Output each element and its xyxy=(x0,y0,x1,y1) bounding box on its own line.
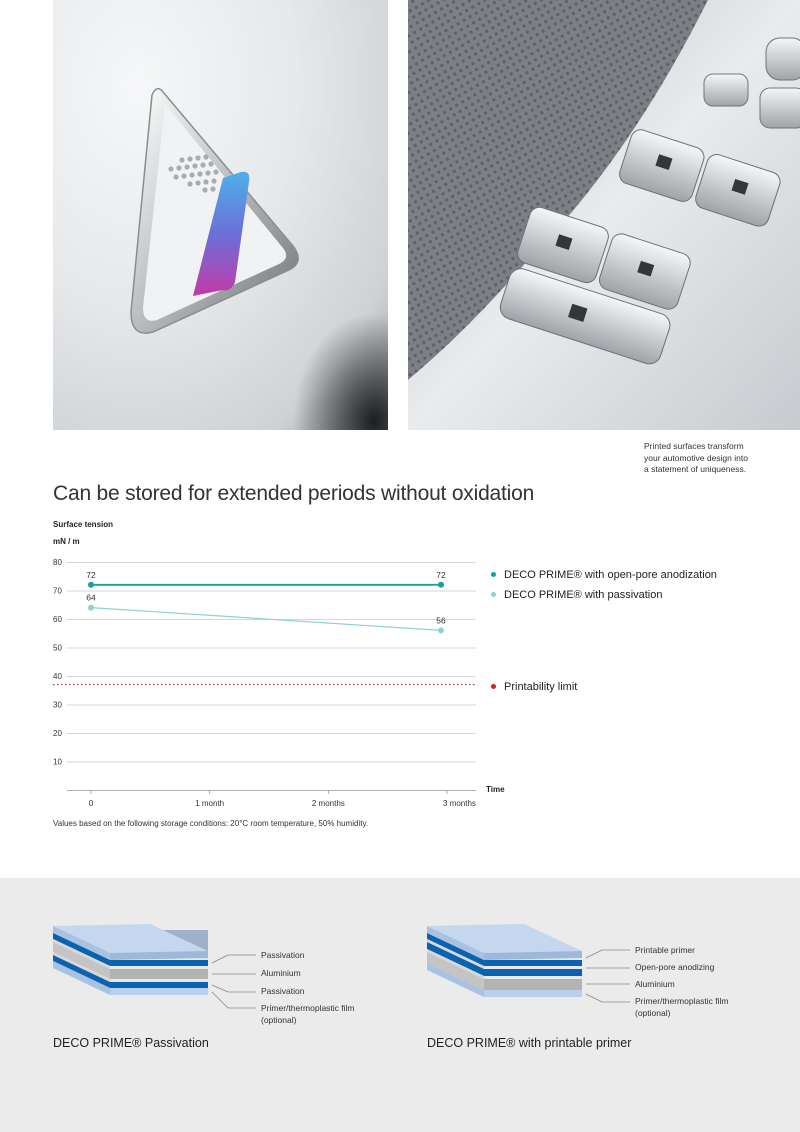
y-tick-label: 20 xyxy=(53,729,62,738)
x-tick-label: 1 month xyxy=(195,799,225,808)
data-point xyxy=(438,582,444,588)
x-tick-label: 2 months xyxy=(311,799,345,808)
switches-illustration xyxy=(408,0,800,430)
legend-item-printability-limit xyxy=(491,681,577,693)
photo-caption xyxy=(644,441,794,476)
surface-tension-chart xyxy=(0,550,800,815)
legend-dot-icon xyxy=(491,572,496,577)
layer-label: Primer/thermoplastic film xyxy=(635,996,729,1006)
x-tick-label: 0 xyxy=(88,799,94,808)
chart-x-axis-title: Time xyxy=(486,785,505,794)
photo-emblem xyxy=(53,0,388,430)
caption-line: Printed surfaces transform xyxy=(644,441,744,451)
chart-y-axis-title: Surface tension xyxy=(53,520,114,529)
y-tick-label: 30 xyxy=(53,700,62,710)
data-point xyxy=(88,605,94,611)
layer-label: Aluminium xyxy=(261,968,301,978)
y-tick-label: 60 xyxy=(53,615,62,624)
y-tick-label: 40 xyxy=(53,672,62,681)
data-point xyxy=(88,582,94,588)
layer-label: (optional) xyxy=(261,1015,297,1025)
y-tick-label: 80 xyxy=(53,558,62,567)
caption-line: a statement of uniqueness. xyxy=(644,464,747,474)
chart-footnote: Values based on the following storage conditions: 20°C room temperature, 50% humidity. xyxy=(53,819,369,828)
section-title: Can be stored for extended periods without oxidation xyxy=(53,482,535,505)
layer-label: (optional) xyxy=(635,1008,671,1018)
data-label: 72 xyxy=(86,569,96,580)
x-tick-label: 3 months xyxy=(443,799,476,808)
diagram-printable-primer xyxy=(427,924,630,1002)
layer-label: Passivation xyxy=(261,950,305,960)
legend-label: DECO PRIME® with passivation xyxy=(504,589,663,601)
legend-label: Printability limit xyxy=(504,681,578,693)
data-point xyxy=(438,627,444,633)
legend-item-passivation xyxy=(491,589,663,601)
chart-y-axis-unit: mN / m xyxy=(53,537,80,546)
photo-window-switches xyxy=(408,0,800,430)
diagram-title: DECO PRIME® Passivation xyxy=(53,1036,209,1050)
layer-label: Primer/thermoplastic film xyxy=(261,1003,355,1013)
data-label: 56 xyxy=(436,615,446,626)
data-label: 64 xyxy=(86,592,96,603)
layer-label: Open-pore anodizing xyxy=(635,962,715,972)
y-tick-label: 50 xyxy=(53,643,62,653)
diagram-passivation xyxy=(53,924,256,1008)
y-tick-label: 10 xyxy=(53,757,62,767)
caption-line: your automotive design into xyxy=(644,452,748,463)
diagram-title: DECO PRIME® with printable primer xyxy=(427,1036,632,1050)
y-tick-label: 70 xyxy=(53,586,62,596)
legend-label: DECO PRIME® with open-pore anodization xyxy=(504,569,717,581)
data-label: 72 xyxy=(436,569,446,580)
series-line xyxy=(91,608,441,631)
layer-label: Passivation xyxy=(261,986,305,996)
layer-label: Printable primer xyxy=(635,945,695,955)
layer-label: Aluminium xyxy=(635,979,675,989)
legend-dot-icon xyxy=(491,592,496,597)
legend-item-anodization xyxy=(491,569,717,581)
legend-dot-icon xyxy=(491,684,496,689)
emblem-illustration xyxy=(53,0,388,430)
